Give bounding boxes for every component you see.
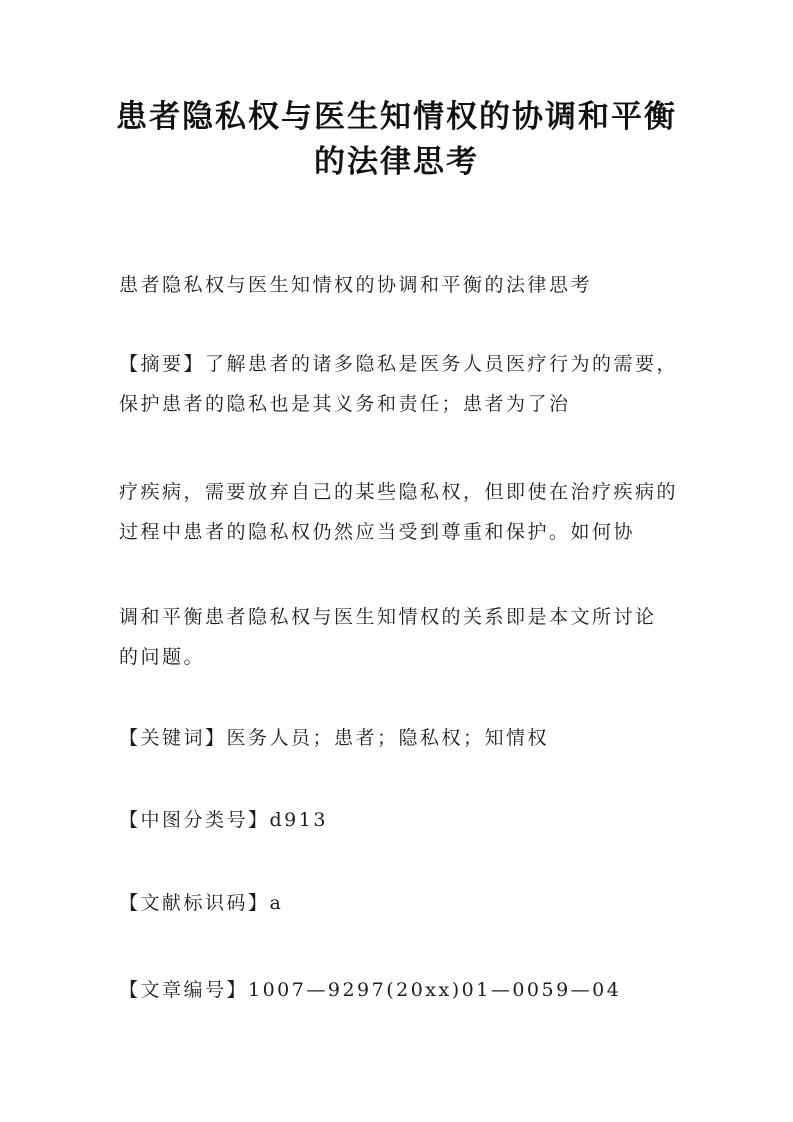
text-line: 过程中患者的隐私权仍然应当受到尊重和保护。如何协 [119,521,636,543]
text-line: 【文章编号】1007—9297(20xx)01—0059—04 [119,979,622,1001]
text-line: 患者隐私权与医生知情权的协调和平衡的法律思考 [119,274,593,296]
title-line-2: 的法律思考 [314,144,479,180]
paragraph-clc-number [119,800,753,840]
text-line: 【文献标识码】a [119,892,284,914]
paragraph-abstract-2 [119,472,753,552]
text-line: 【摘要】了解患者的诸多隐私是医务人员医疗行为的需要， [119,353,679,375]
paragraph-abstract-1 [119,344,753,424]
text-line: 【关键词】医务人员；患者；隐私权；知情权 [119,727,550,749]
title-line-1: 患者隐私权与医生知情权的协调和平衡 [116,99,677,135]
text-line: 【中图分类号】d913 [119,809,328,831]
paragraph-article-id [119,970,753,1010]
text-line: 调和平衡患者隐私权与医生知情权的关系即是本文所讨论 [119,606,657,628]
text-line: 疗疾病，需要放弃自己的某些隐私权，但即使在治疗疾病的 [119,481,679,503]
paragraph-abstract-3 [119,597,753,677]
text-line: 保护患者的隐私也是其义务和责任；患者为了治 [119,393,571,415]
text-line: 的问题。 [119,646,206,668]
document-title [0,95,793,185]
paragraph-subtitle [119,265,753,305]
paragraph-document-code [119,883,753,923]
paragraph-keywords [119,718,753,758]
